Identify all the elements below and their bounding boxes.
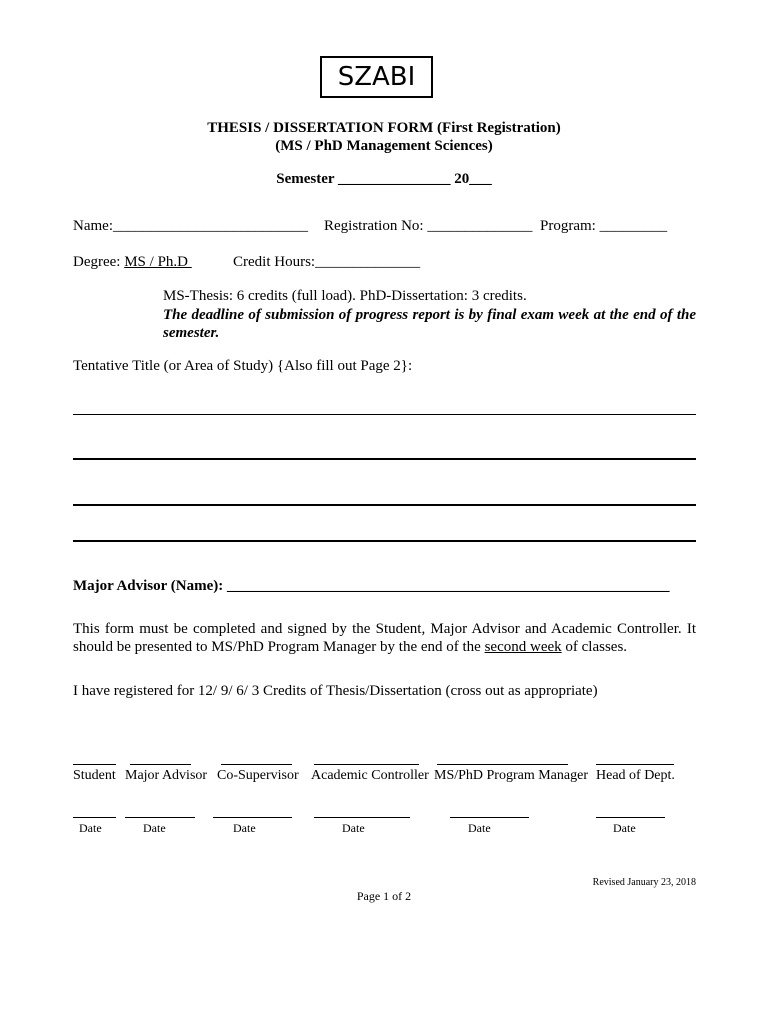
second-week-text: second week [484,639,562,655]
form-title: THESIS / DISSERTATION FORM (First Registration) [207,120,561,136]
date-label-program-manager: Date [468,821,491,835]
signature-line-major-advisor[interactable] [130,764,191,765]
major-advisor-field[interactable]: Major Advisor (Name): ___________________________________________________________ [73,578,670,594]
name-field[interactable]: Name:__________________________ [73,218,308,234]
signature-line-student[interactable] [73,764,116,765]
registration-field[interactable]: Registration No: ______________ [324,218,533,234]
signature-label-co-supervisor: Co-Supervisor [217,768,299,783]
date-label-academic-controller: Date [342,821,365,835]
signature-line-co-supervisor[interactable] [221,764,292,765]
date-label-head-of-dept: Date [613,821,636,835]
date-line-program-manager[interactable] [450,817,529,818]
date-label-major-advisor: Date [143,821,166,835]
semester-field[interactable]: Semester _______________ 20___ [276,171,492,187]
logo-text: SZABI [337,62,416,92]
signature-line-program-manager[interactable] [437,764,568,765]
signature-label-academic-controller: Academic Controller [311,768,429,783]
signature-line-academic-controller[interactable] [314,764,419,765]
title-line-4[interactable] [73,540,696,542]
instructions-paragraph: This form must be completed and signed by the Student, Major Advisor and Academic Controller. It should be presented to MS/PhD Program Manager by the end of the second week of classes. [73,621,696,655]
date-line-student[interactable] [73,817,116,818]
title-line-1[interactable] [73,414,696,415]
title-line-2[interactable] [73,458,696,460]
registration-statement: I have registered for 12/ 9/ 6/ 3 Credits of Thesis/Dissertation (cross out as appropriate) [73,683,598,699]
date-line-major-advisor[interactable] [125,817,195,818]
signature-label-major-advisor: Major Advisor [125,768,208,783]
revised-date: Revised January 23, 2018 [592,877,696,888]
program-field[interactable]: Program: _________ [540,218,668,234]
date-line-academic-controller[interactable] [314,817,410,818]
signature-label-program-manager: MS/PhD Program Manager [434,768,588,783]
form-subtitle: (MS / PhD Management Sciences) [275,138,493,154]
szabi-logo [320,56,433,98]
credits-note: MS-Thesis: 6 credits (full load). PhD-Dissertation: 3 credits. [163,288,527,304]
signature-label-student: Student [73,768,116,783]
credit-hours-field[interactable]: Credit Hours:______________ [233,254,421,270]
date-label-student: Date [79,821,102,835]
signature-line-head-of-dept[interactable] [596,764,674,765]
signature-label-head-of-dept: Head of Dept. [596,768,675,783]
degree-field[interactable] [73,254,192,271]
title-line-3[interactable] [73,504,696,506]
page-number: Page 1 of 2 [356,889,412,903]
date-label-co-supervisor: Date [233,821,256,835]
tentative-title-label: Tentative Title (or Area of Study) {Also fill out Page 2}: [73,358,413,374]
deadline-note: The deadline of submission of progress report is by final exam week at the end of the semester. [163,307,696,341]
degree-value: MS / Ph.D [124,254,188,270]
date-line-co-supervisor[interactable] [213,817,292,818]
date-line-head-of-dept[interactable] [596,817,665,818]
degree-label: Degree: [73,254,121,270]
